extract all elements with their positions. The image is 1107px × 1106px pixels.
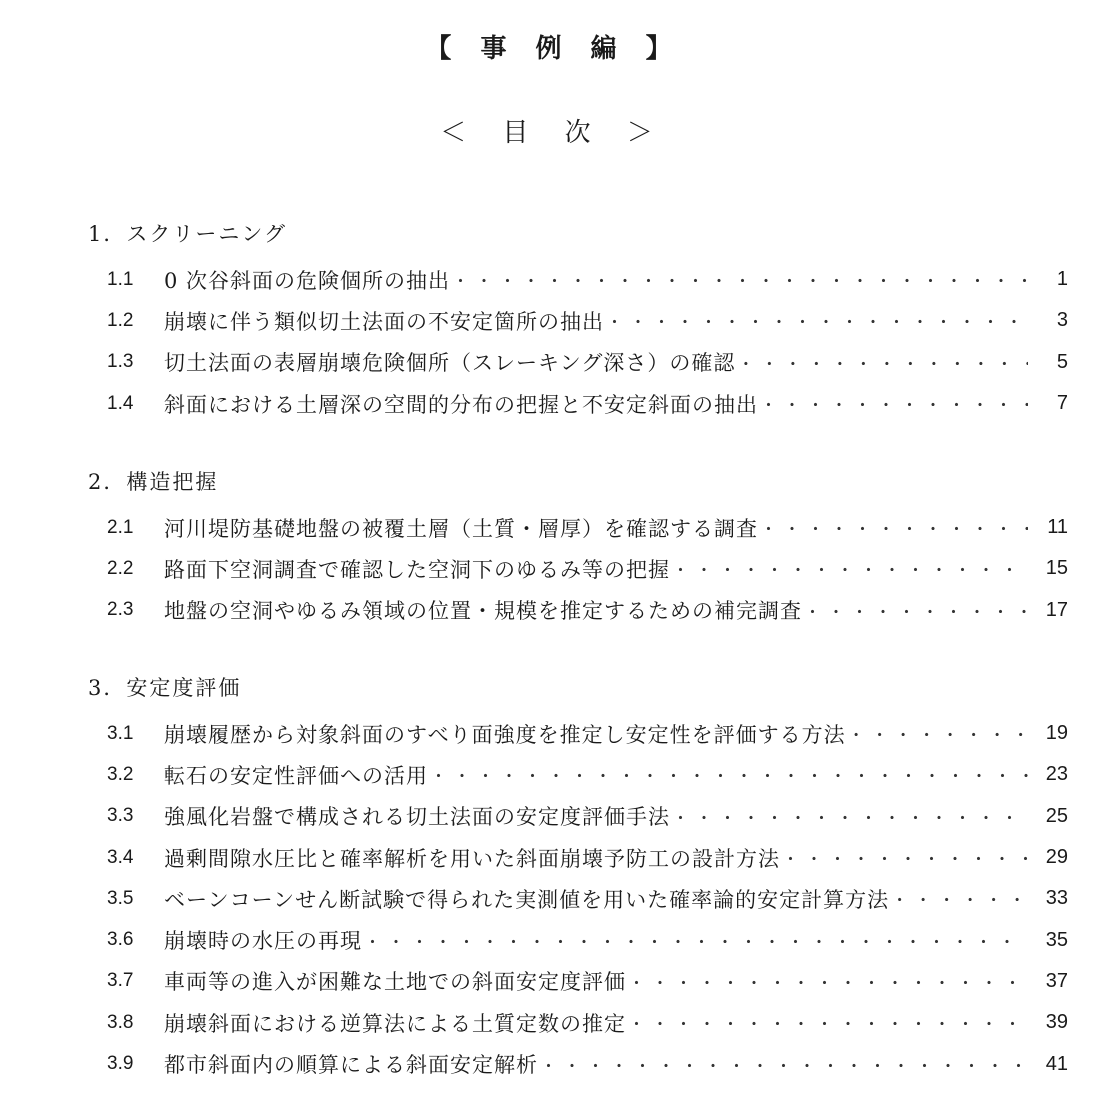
- entry-number: 2.3: [107, 599, 134, 621]
- toc-entry[interactable]: [88, 259, 1068, 300]
- section-heading: 2．構造把握: [88, 470, 219, 494]
- entry-page: 7: [1056, 392, 1068, 415]
- entry-number: 3.1: [107, 722, 134, 744]
- entry-title: 河川堤防基礎地盤の被覆土層（土質・層厚）を確認する調査: [164, 516, 758, 541]
- entry-number: 3.6: [107, 929, 134, 951]
- leader-dots: [672, 556, 1028, 581]
- entry-title: ベーンコーンせん断試験で得られた実測値を用いた確率論的安定計算方法: [164, 887, 890, 912]
- entry-title: 都市斜面内の順算による斜面安定解析: [164, 1053, 538, 1078]
- entry-page: 39: [1045, 1011, 1068, 1034]
- toc-entry[interactable]: [88, 1043, 1068, 1084]
- entry-page: 37: [1045, 969, 1068, 992]
- entry-page: 33: [1045, 887, 1068, 910]
- toc-entry[interactable]: [88, 342, 1068, 383]
- entry-title: 車両等の進入が困難な土地での斜面安定度評価: [164, 970, 626, 995]
- toc-entry[interactable]: [88, 796, 1068, 837]
- toc-section-screening: [88, 218, 1068, 424]
- toc-entry[interactable]: [88, 548, 1068, 589]
- entry-title: 地盤の空洞やゆるみ領域の位置・規模を推定するための補完調査: [164, 599, 802, 624]
- leader-dots: [430, 762, 1028, 787]
- toc-entry[interactable]: [88, 754, 1068, 795]
- section-heading: 1．スクリーニング: [88, 222, 287, 246]
- entry-number: 3.2: [107, 763, 134, 785]
- toc-entry[interactable]: [88, 961, 1068, 1002]
- toc-section-stability: [88, 672, 1068, 1085]
- entry-title: 斜面における土層深の空間的分布の把握と不安定斜面の抽出: [164, 392, 758, 417]
- entry-title: 過剰間隙水圧比と確率解析を用いた斜面崩壊予防工の設計方法: [164, 846, 780, 871]
- entry-title: 強風化岩盤で構成される切土法面の安定度評価手法: [164, 805, 670, 830]
- entry-number: 1.1: [107, 268, 134, 290]
- toc-entry[interactable]: [88, 590, 1068, 631]
- leader-dots: [364, 928, 1028, 953]
- toc-entry[interactable]: [88, 507, 1068, 548]
- entry-number: 1.4: [107, 392, 134, 414]
- section-heading: 3．安定度評価: [88, 676, 242, 700]
- entry-page: 11: [1047, 516, 1068, 539]
- entry-number: 3.9: [107, 1053, 134, 1075]
- leader-dots: [804, 598, 1028, 623]
- toc-entry[interactable]: [88, 878, 1068, 919]
- leader-dots: [628, 969, 1028, 994]
- entry-page: 35: [1045, 928, 1068, 951]
- entry-number: 2.1: [107, 516, 134, 538]
- entry-title: 崩壊時の水圧の再現: [164, 929, 362, 954]
- leader-dots: [782, 845, 1028, 870]
- leader-dots: [628, 1010, 1028, 1035]
- entry-title: 転石の安定性評価への活用: [164, 763, 428, 788]
- entry-number: 2.2: [107, 557, 134, 579]
- toc-entry[interactable]: [88, 837, 1068, 878]
- toc-entry[interactable]: [88, 713, 1068, 754]
- entry-page: 1: [1056, 268, 1068, 291]
- leader-dots: [452, 267, 1028, 292]
- entry-title: 切土法面の表層崩壊危険個所（スレーキング深さ）の確認: [164, 351, 736, 376]
- entry-number: 3.4: [107, 846, 134, 868]
- leader-dots: [760, 391, 1028, 416]
- entry-page: 25: [1045, 804, 1068, 827]
- entry-page: 3: [1056, 309, 1068, 332]
- leader-dots: [760, 515, 1028, 540]
- entry-page: 17: [1045, 598, 1068, 621]
- leader-dots: [848, 721, 1028, 746]
- entry-title: 0 次谷斜面の危険個所の抽出: [164, 268, 451, 293]
- entry-page: 5: [1056, 350, 1068, 373]
- leader-dots: [891, 886, 1028, 911]
- entry-title: 崩壊に伴う類似切土法面の不安定箇所の抽出: [164, 309, 604, 334]
- entry-number: 1.2: [107, 309, 134, 331]
- entry-number: 3.5: [107, 887, 134, 909]
- entry-number: 1.3: [107, 351, 134, 373]
- entry-title: 崩壊履歴から対象斜面のすべり面強度を推定し安定性を評価する方法: [164, 722, 846, 747]
- entry-page: 15: [1045, 557, 1068, 580]
- toc-entry[interactable]: [88, 1002, 1068, 1043]
- leader-dots: [737, 350, 1028, 375]
- toc-entry[interactable]: [88, 300, 1068, 341]
- toc-entry[interactable]: [88, 383, 1068, 424]
- entry-page: 41: [1045, 1052, 1068, 1075]
- entry-page: 19: [1045, 722, 1068, 745]
- entry-page: 29: [1045, 846, 1068, 869]
- entry-number: 3.3: [107, 805, 134, 827]
- toc-entry[interactable]: [88, 919, 1068, 960]
- entry-title: 路面下空洞調査で確認した空洞下のゆるみ等の把握: [164, 557, 670, 582]
- leader-dots: [540, 1052, 1028, 1077]
- leader-dots: [606, 308, 1028, 333]
- leader-dots: [672, 804, 1028, 829]
- entry-number: 3.8: [107, 1011, 134, 1033]
- toc-section-structure: [88, 466, 1068, 631]
- entry-page: 23: [1045, 763, 1068, 786]
- document-title: 【 事 例 編 】: [425, 34, 682, 64]
- toc-subtitle: ＜ 目 次 ＞: [440, 118, 667, 148]
- entry-title: 崩壊斜面における逆算法による土質定数の推定: [164, 1011, 626, 1036]
- entry-number: 3.7: [107, 970, 134, 992]
